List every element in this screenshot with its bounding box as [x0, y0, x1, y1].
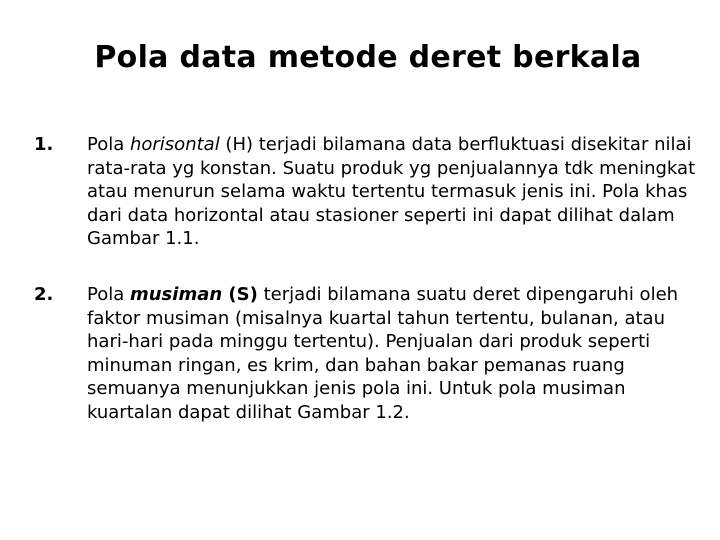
item-description: terjadi bilamana suatu deret dipengaruhi oleh faktor musiman (misalnya kuartal tahun tertentu, bulanan, atau hari-hari pada minggu tertentu). Penjualan dari produk seperti minuman ringan, es krim, dan bahan bakar pemanas ruang semuanya menunjukkan jenis pola ini. Untuk pola musiman kuartalan dapat dilihat Gambar 1.2.: [87, 284, 679, 423]
list-item-1: [34, 133, 706, 251]
item-term: horisontal: [129, 134, 220, 155]
item-code: (S): [222, 284, 258, 305]
item-text: [87, 133, 706, 251]
item-term: musiman: [129, 284, 223, 305]
item-description: terjadi bilamana data berfluktuasi disekitar nilai rata-rata yg konstan. Suatu produk yg penjualannya tdk meningkat atau menurun selama waktu tertentu termasuk jenis ini. Pola khas dari data horizontal atau stasioner seperti ini dapat dilihat dalam Gambar 1.1.: [87, 134, 696, 250]
list-item-2: [34, 283, 706, 425]
item-number: 1.: [34, 134, 54, 155]
item-text: [87, 283, 706, 425]
item-lead: Pola: [87, 284, 130, 305]
slide-title: Pola data metode deret berkala: [94, 40, 642, 75]
item-code: (H): [219, 134, 254, 155]
item-number: 2.: [34, 284, 54, 305]
item-lead: Pola: [87, 134, 130, 155]
